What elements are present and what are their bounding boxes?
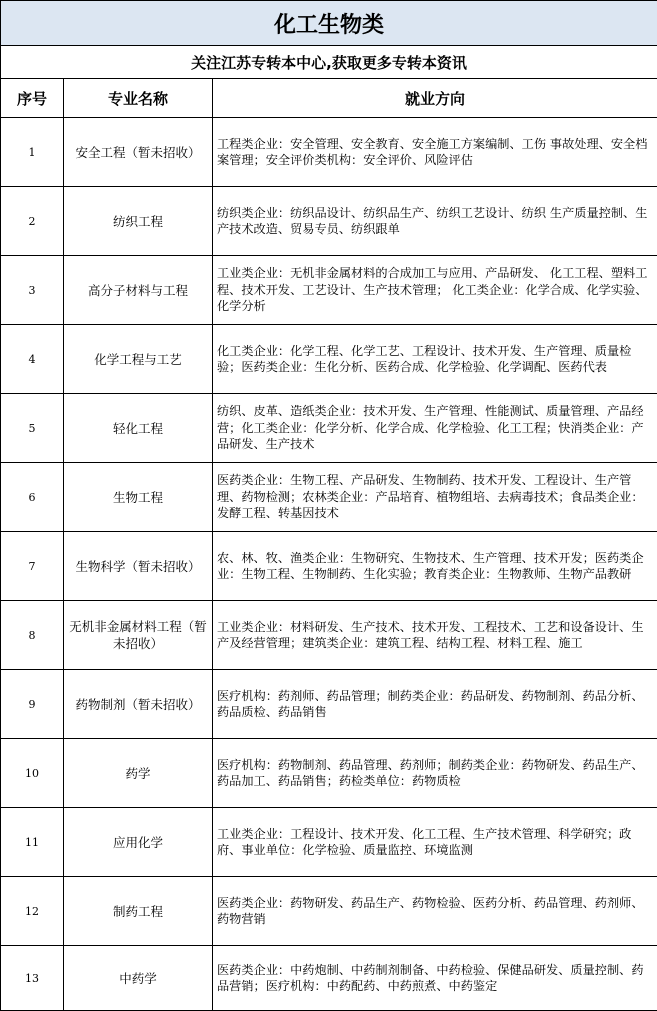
row-index: 9 [1, 670, 64, 739]
row-index: 13 [1, 946, 64, 1011]
table-row [1, 187, 657, 256]
table-row [1, 601, 657, 670]
row-major: 无机非金属材料工程（暂未招收） [64, 601, 213, 670]
row-index: 3 [1, 256, 64, 325]
row-major: 制药工程 [64, 877, 213, 946]
row-index: 12 [1, 877, 64, 946]
table-row [1, 808, 657, 877]
row-major: 药物制剂（暂未招收） [64, 670, 213, 739]
row-index: 2 [1, 187, 64, 256]
table-row [1, 946, 657, 1011]
table-row [1, 739, 657, 808]
table-row [1, 118, 657, 187]
header-row [1, 79, 657, 118]
row-index: 1 [1, 118, 64, 187]
table-row [1, 394, 657, 463]
row-career: 医药类企业：药物研发、药品生产、药物检验、医药分析、药品管理、药剂师、药物营销 [213, 877, 657, 946]
row-career: 医药类企业：生物工程、产品研发、生物制药、技术开发、工程设计、生产管理、药物检测；农林类企业：产品培育、植物组培、去病毒技术；食品类企业：发酵工程、转基因技术 [213, 463, 657, 532]
row-major: 生物工程 [64, 463, 213, 532]
row-major: 中药学 [64, 946, 213, 1011]
row-major: 安全工程（暂未招收） [64, 118, 213, 187]
row-career: 化工类企业：化学工程、化学工艺、工程设计、技术开发、生产管理、质量检验；医药类企业：生化分析、医药合成、化学检验、化学调配、医药代表 [213, 325, 657, 394]
table-row [1, 532, 657, 601]
row-index: 7 [1, 532, 64, 601]
row-index: 6 [1, 463, 64, 532]
row-career: 工业类企业：材料研发、生产技术、技术开发、工程技术、工艺和设备设计、生产及经营管理；建筑类企业：建筑工程、结构工程、材料工程、施工 [213, 601, 657, 670]
header-major: 专业名称 [64, 79, 213, 118]
row-career: 医药类企业：中药炮制、中药制剂制备、中药检验、保健品研发、质量控制、药品营销；医疗机构：中药配药、中药煎煮、中药鉴定 [213, 946, 657, 1011]
table-row [1, 256, 657, 325]
row-index: 8 [1, 601, 64, 670]
row-career: 工程类企业：安全管理、安全教育、安全施工方案编制、工伤 事故处理、安全档案管理；安全评价类机构：安全评价、风险评估 [213, 118, 657, 187]
row-index: 4 [1, 325, 64, 394]
row-major: 应用化学 [64, 808, 213, 877]
row-major: 高分子材料与工程 [64, 256, 213, 325]
row-career: 工业类企业：无机非金属材料的合成加工与应用、产品研发、 化工工程、塑料工程、技术开发、工艺设计、生产技术管理； 化工类企业：化学合成、化学实验、化学分析 [213, 256, 657, 325]
table-row [1, 463, 657, 532]
table-row [1, 670, 657, 739]
page-title: 化工生物类 [1, 1, 657, 46]
row-index: 11 [1, 808, 64, 877]
row-career: 医疗机构：药物制剂、药品管理、药剂师；制药类企业：药物研发、药品生产、药品加工、药品销售；药检类单位：药物质检 [213, 739, 657, 808]
row-career: 纺织类企业：纺织品设计、纺织品生产、纺织工艺设计、纺织 生产质量控制、生产技术改造、贸易专员、纺织跟单 [213, 187, 657, 256]
row-major: 药学 [64, 739, 213, 808]
row-index: 5 [1, 394, 64, 463]
row-major: 纺织工程 [64, 187, 213, 256]
row-major: 化学工程与工艺 [64, 325, 213, 394]
header-index: 序号 [1, 79, 64, 118]
header-career: 就业方向 [213, 79, 657, 118]
row-career: 农、林、牧、渔类企业：生物研究、生物技术、生产管理、技术开发；医药类企业：生物工程、生物制药、生化实验；教育类企业：生物教师、生物产品教研 [213, 532, 657, 601]
table-row [1, 877, 657, 946]
page-subtitle: 关注江苏专转本中心,获取更多专转本资讯 [1, 46, 657, 79]
row-career: 工业类企业：工程设计、技术开发、化工工程、生产技术管理、科学研究；政府、事业单位：化学检验、质量监控、环境监测 [213, 808, 657, 877]
row-index: 10 [1, 739, 64, 808]
table-row [1, 325, 657, 394]
row-career: 医疗机构：药剂师、药品管理；制药类企业：药品研发、药物制剂、药品分析、药品质检、药品销售 [213, 670, 657, 739]
row-major: 生物科学（暂未招收） [64, 532, 213, 601]
row-major: 轻化工程 [64, 394, 213, 463]
row-career: 纺织、皮革、造纸类企业：技术开发、生产管理、性能测试、质量管理、产品经营；化工类企业：化学分析、化学合成、化学检验、化工工程；快消类企业：产品研发、生产技术 [213, 394, 657, 463]
